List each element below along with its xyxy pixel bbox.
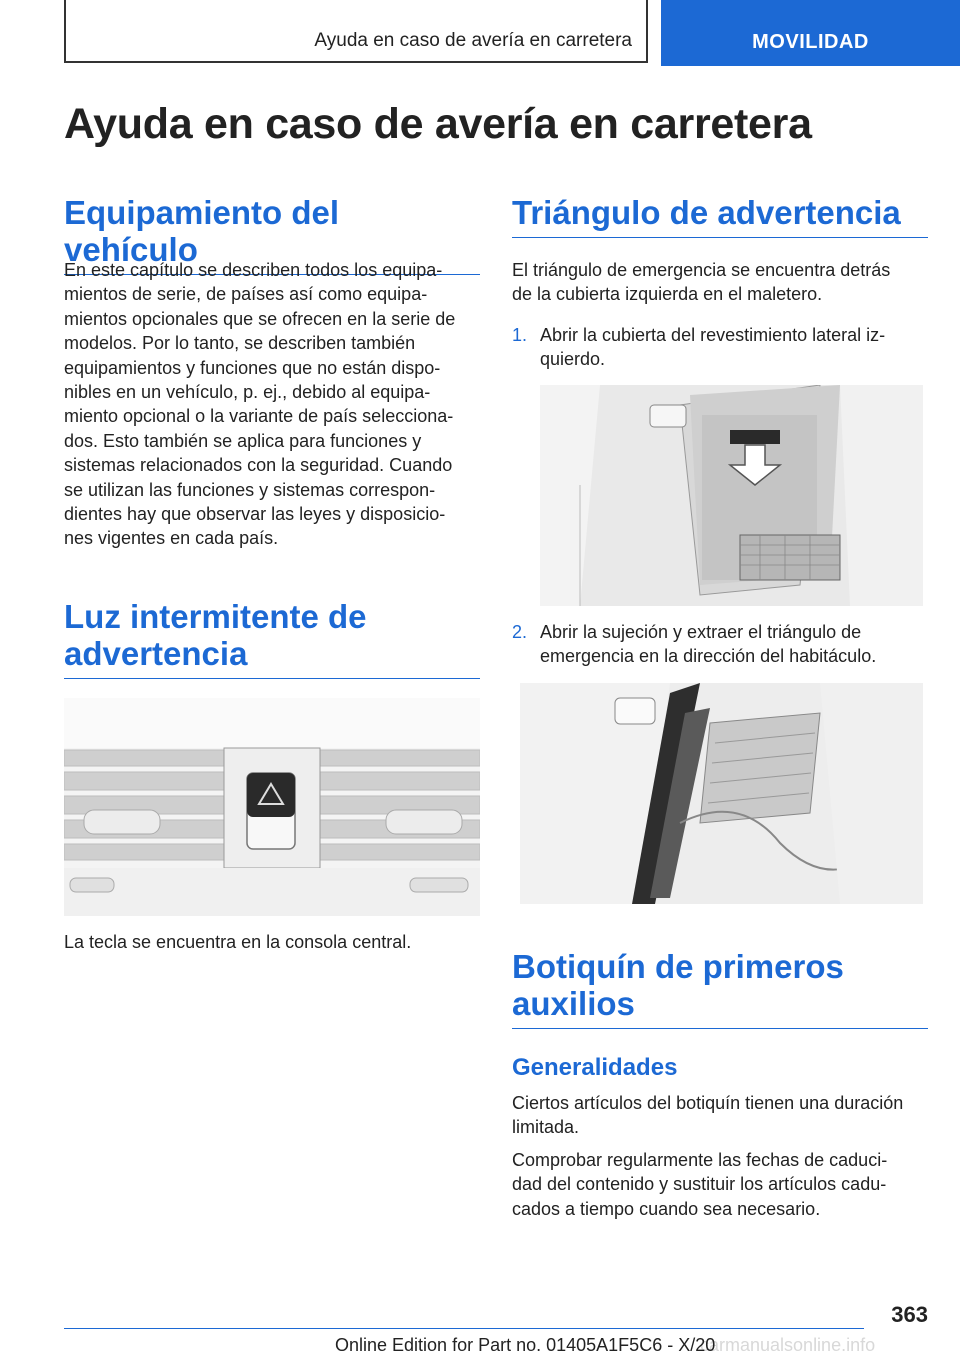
triangle-intro: El triángulo de emergencia se encuentra detrás de la cubierta izquierda en el maletero. — [512, 260, 891, 305]
heading-warning-triangle: Triángulo de advertencia — [512, 194, 928, 238]
equipment-paragraph: En este capítulo se describen todos los equipa- mientos de serie, de países así como equipa- mientos opcionales que se ofrecen en la serie de modelos. Por lo tanto, se describen también equipamientos y funciones que no están dispo- nibles en un vehículo, p. ej., debido al equipa- miento opcional o la variante de país selecciona- dos. Esto también se aplica para funciones y sistemas relacionados con la seguridad. Cuando se utilizan las funciones y sistemas correspon- dientes hay que observar las leyes y disposicio- nes vigentes en cada país. — [64, 260, 456, 549]
heading-first-aid-kit: Botiquín de primeros auxilios — [512, 948, 928, 1029]
hazard-switch-illustration — [64, 698, 480, 916]
side-panel-illustration — [540, 385, 923, 606]
running-header — [64, 0, 648, 63]
heading-general: Generalidades — [512, 1054, 678, 1081]
general-paragraph-2: Comprobar regularmente las fechas de caduci- dad del contenido y sustituir los artículos cadu- cados a tiempo cuando sea necesario. — [512, 1150, 888, 1219]
step-2-text: Abrir la sujeción y extraer el triángulo de emergencia en la dirección del habitáculo. — [540, 622, 877, 667]
triangle-holder-figure — [520, 683, 923, 904]
page-title: Ayuda en caso de avería en carretera — [64, 100, 812, 148]
triangle-holder-illustration — [520, 683, 923, 904]
section-tab[interactable]: MOVILIDAD — [661, 0, 960, 66]
footer-rule — [64, 1328, 864, 1329]
heading-hazard-lights: Luz intermitente de advertencia — [64, 598, 480, 679]
step-2-number: 2. — [512, 622, 528, 642]
side-panel-figure — [540, 385, 923, 606]
page-number: 363 — [891, 1302, 928, 1327]
general-paragraph-1: Ciertos artículos del botiquín tienen una duración limitada. — [512, 1093, 904, 1138]
step-1-text: Abrir la cubierta del revestimiento lateral iz- quierdo. — [540, 325, 886, 370]
footer-edition: Online Edition for Part no. 01405A1F5C6 - X/20 — [335, 1335, 716, 1355]
step-1-number: 1. — [512, 325, 528, 345]
hazard-switch-figure — [64, 698, 480, 916]
hazard-caption: La tecla se encuentra en la consola central. — [64, 932, 412, 952]
running-header-title: Ayuda en caso de avería en carretera — [314, 30, 632, 51]
heading-vehicle-equipment: Equipamiento del vehículo — [64, 194, 480, 275]
footer-watermark: carmanualsonline.info — [700, 1335, 876, 1355]
